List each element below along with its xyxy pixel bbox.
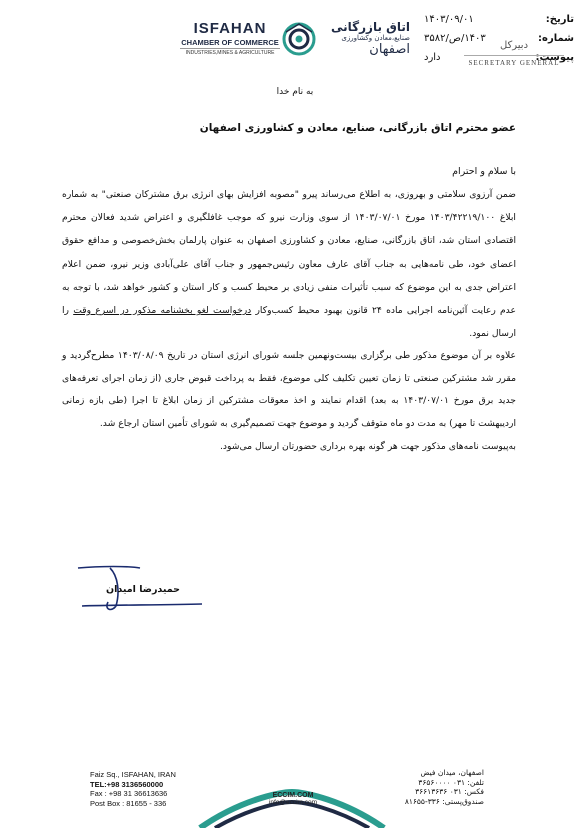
chamber-brand <box>180 20 410 70</box>
footer-en-fax: Fax : +98 31 36613636 <box>90 789 168 798</box>
letter-body <box>62 122 516 452</box>
footer-en-addr: Faiz Sq., ISFAHAN, IRAN <box>90 770 176 779</box>
addressee: عضو محترم اتاق بازرگانی، صنایع، معادن و کشاورزی اصفهان <box>199 122 516 134</box>
footer-english-address <box>90 770 176 808</box>
footer-persian-address <box>405 768 484 806</box>
basmala: به نام خدا <box>276 87 314 97</box>
brand-fa-subtitle: صنایع،معادن وکشاورزی <box>341 34 410 42</box>
secretary-fa: دبیرکل <box>499 40 529 51</box>
paragraph-2-text-b: متوقف گردید و موضوع جهت تصمیم‌گیری به شورای تأمین استان ارجاع شد. <box>99 417 391 429</box>
date-label: تاریخ: <box>545 14 574 25</box>
signatory-name: حمیدرضا امیدان <box>106 584 180 595</box>
paragraph-1 <box>62 183 516 345</box>
date-value: ۱۴۰۳/۰۹/۰۱ <box>424 14 474 25</box>
number-value: ۱۴۰۳/ص/۳۵۸۲ <box>424 33 486 44</box>
paragraph-1-end: را ارسال نمود. <box>62 305 516 340</box>
letter-footer <box>0 760 584 828</box>
paragraph-1-text: ضمن آرزوی سلامتی و بهروزی، به اطلاع می‌رساند پیرو "مصوبه افزایش بهای انرژی برق مشترکان صنعتی" به شماره ابلاغ ۱۴۰۳/۴۲۲۱۹/۱۰۰ مورخ ۱۴۰۳/۰۷/۰۱ از سوی وزارت نیرو که موجب غافلگیری و اعتراض شدید فعالان محترم اقتصادی استان شد، اتاق بازرگانی، صنایع، معادن و کشاورزی اصفهان به عنوان پارلمان بخش‌خصوصی و مدافع حقوق اعضای خود، طی نامه‌هایی به جناب آقای عارف معاون رئیس‌جمهور و جناب آقای علی‌آبادی وزیر نیرو، ضمن اعلام اعتراض جدی به این موضوع که سبب تأثیرات منفی زیادی بر محیط کسب و کار استان و کشور خواهد شد، با توجه به عدم رعایت آئین‌نامه اجرایی ماده ۲۴ قانون بهبود محیط کسب‌وکار <box>62 189 516 317</box>
footer-en-po: Post Box : 81655 - 336 <box>90 798 167 808</box>
chamber-logo-icon <box>282 22 316 56</box>
paragraph-1-underlined: درخواست لغو بخشنامه مذکور در اسرع وقت <box>73 305 252 317</box>
attachment-label: پیوست: <box>535 52 574 63</box>
brand-fa-title: اتاق بازرگانی <box>331 20 410 34</box>
signature-block <box>70 562 210 622</box>
footer-fa-fax: فکس: ۰۳۱ ۳۶۶۱۳۶۳۶ <box>415 787 484 796</box>
attachment-note: به‌پیوست نامه‌های مذکور جهت هر گونه بهره برداری حضورتان ارسال می‌شود. <box>220 441 516 453</box>
attachment-value: دارد <box>424 52 441 63</box>
footer-email: info@eccim.com <box>268 799 318 806</box>
footer-web <box>248 792 338 806</box>
letterhead <box>0 0 584 80</box>
brand-en-subtitle: CHAMBER OF COMMERCE <box>181 38 279 47</box>
paragraph-2 <box>62 345 516 435</box>
secretary-general <box>464 40 564 67</box>
paragraph-2-text-a: علاوه بر آن موضوع مذکور طی برگزاری بیست‌ونهمین جلسه شورای انرژی استان در تاریخ ۱۴۰۳/۰۸/۰۹ مطرح‌گردید و مقرر شد مشترکین صنعتی تا زمان تعیین تکلیف کلی موضوع، فقط به پرداخت قبوض جاری (از زمان اجرای تعرفه‌های جدید برق مورخ ۱۴۰۳/۰۷/۰۱ به بعد) اقدام نمایند و اخذ معوقات مشترکین از زمان ابلاغ تا اجرا (طی بازه زمانی اردیبهشت تا مهر) به مدت <box>62 350 516 429</box>
footer-fa-tel: تلفن: ۰۳۱ ۳۶۵۶۰۰۰۰ <box>418 777 484 787</box>
footer-en-tel: TEL:+98 3136560000 <box>90 779 164 789</box>
brand-en-title: ISFAHAN <box>193 20 267 37</box>
footer-fa-po: صندوق‌پستی: ۳۳۶-۸۱۶۵۵ <box>404 796 484 806</box>
brand-fa-city: اصفهان <box>369 42 410 57</box>
paragraph-2-underlined: دو ماه <box>390 417 415 429</box>
number-label: شماره: <box>538 33 574 44</box>
brand-en-sectors: INDUSTRIES,MINES & AGRICULTURE <box>180 48 280 56</box>
secretary-en: SECRETARY GENERAL <box>464 55 564 67</box>
greeting: با سلام و احترام <box>452 166 516 177</box>
brand-english <box>180 20 280 56</box>
brand-persian <box>318 20 410 57</box>
footer-website: ECCIM.COM <box>272 792 314 799</box>
footer-fa-addr: اصفهان، میدان فیض <box>420 768 484 777</box>
